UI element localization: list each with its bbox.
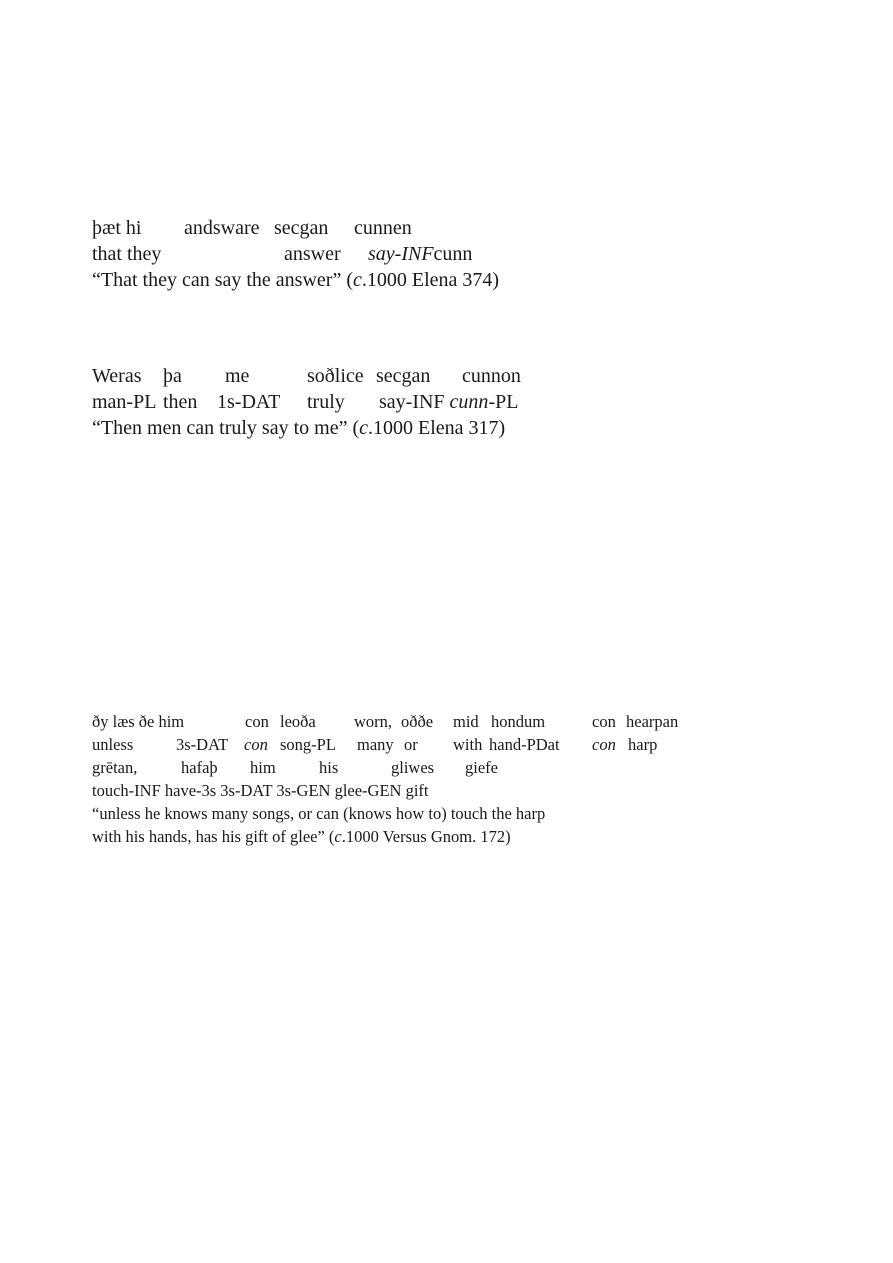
gloss-word: that they <box>92 243 162 265</box>
source-word: gliwes <box>391 758 435 777</box>
gloss-word: harp <box>628 735 658 754</box>
gloss-italic: say-INF <box>368 243 434 265</box>
translation <box>92 267 499 293</box>
gloss-word: with <box>453 735 483 754</box>
gloss-word: many <box>357 735 394 754</box>
source-word: Weras <box>92 365 142 387</box>
gloss-text: touch-INF have-3s 3s-DAT 3s-GEN glee-GEN gift <box>92 781 429 800</box>
gloss-italic: cunn <box>449 391 489 413</box>
source-word: hondum <box>491 712 546 731</box>
translation-text: “Then men can truly say to me” ( <box>92 417 360 439</box>
translation-text: with his hands, has his gift of glee” ( <box>92 827 335 846</box>
source-word: secgan <box>274 217 329 239</box>
source-word: mid <box>453 712 479 731</box>
source-word: hearpan <box>626 712 679 731</box>
source-word: andsware <box>184 217 260 239</box>
source-word: soðlice <box>307 365 364 387</box>
gloss-word: or <box>404 735 418 754</box>
source-word: secgan <box>376 365 431 387</box>
translation <box>92 825 511 848</box>
gloss-word-italic <box>379 389 518 415</box>
source-word: worn, <box>354 712 393 731</box>
source-word: þa <box>163 365 182 387</box>
source-word: oððe <box>401 712 434 731</box>
source-word: hafaþ <box>181 758 218 777</box>
gloss-text: say-INF <box>379 391 445 413</box>
gloss-word: 1s-DAT <box>217 391 281 413</box>
citation-text: .1000 Versus Gnom. 172) <box>341 827 511 846</box>
gloss-word: answer <box>284 243 341 265</box>
citation-text: .1000 Elena 374) <box>361 269 500 291</box>
source-word: grētan, <box>92 758 138 777</box>
gloss-word: man-PL <box>92 391 157 413</box>
source-word: leoða <box>280 712 316 731</box>
source-word: cunnen <box>354 217 412 239</box>
gloss-word: hand-PDat <box>489 735 560 754</box>
gloss-suffix: -PL <box>488 391 519 413</box>
citation-circa: c <box>334 827 342 846</box>
citation-circa: c <box>359 417 369 439</box>
translation <box>92 415 505 441</box>
source-word: me <box>225 365 250 387</box>
citation-text: .1000 Elena 317) <box>368 417 506 439</box>
gloss-word: truly <box>307 391 345 413</box>
gloss-word: then <box>163 391 198 413</box>
source-word: cunnon <box>462 365 521 387</box>
source-word: con <box>592 712 616 731</box>
source-word: con <box>245 712 269 731</box>
source-word: ðy læs ðe him <box>92 712 185 731</box>
translation-text: “unless he knows many songs, or can (knows how to) touch the harp <box>92 804 546 823</box>
source-word: his <box>319 758 339 777</box>
gloss-word: unless <box>92 735 134 754</box>
translation-text: “That they can say the answer” ( <box>92 269 353 291</box>
gloss-word: song-PL <box>280 735 336 754</box>
gloss-word: 3s-DAT <box>176 735 229 754</box>
gloss-word-italic: con <box>244 735 268 754</box>
source-word: him <box>250 758 276 777</box>
source-word: giefe <box>465 758 498 777</box>
source-word: þæt hi <box>92 217 142 239</box>
gloss-word-italic <box>368 241 472 267</box>
gloss-word-italic: con <box>592 735 616 754</box>
citation-circa: c <box>353 269 362 291</box>
gloss-suffix: cunn <box>433 243 473 265</box>
